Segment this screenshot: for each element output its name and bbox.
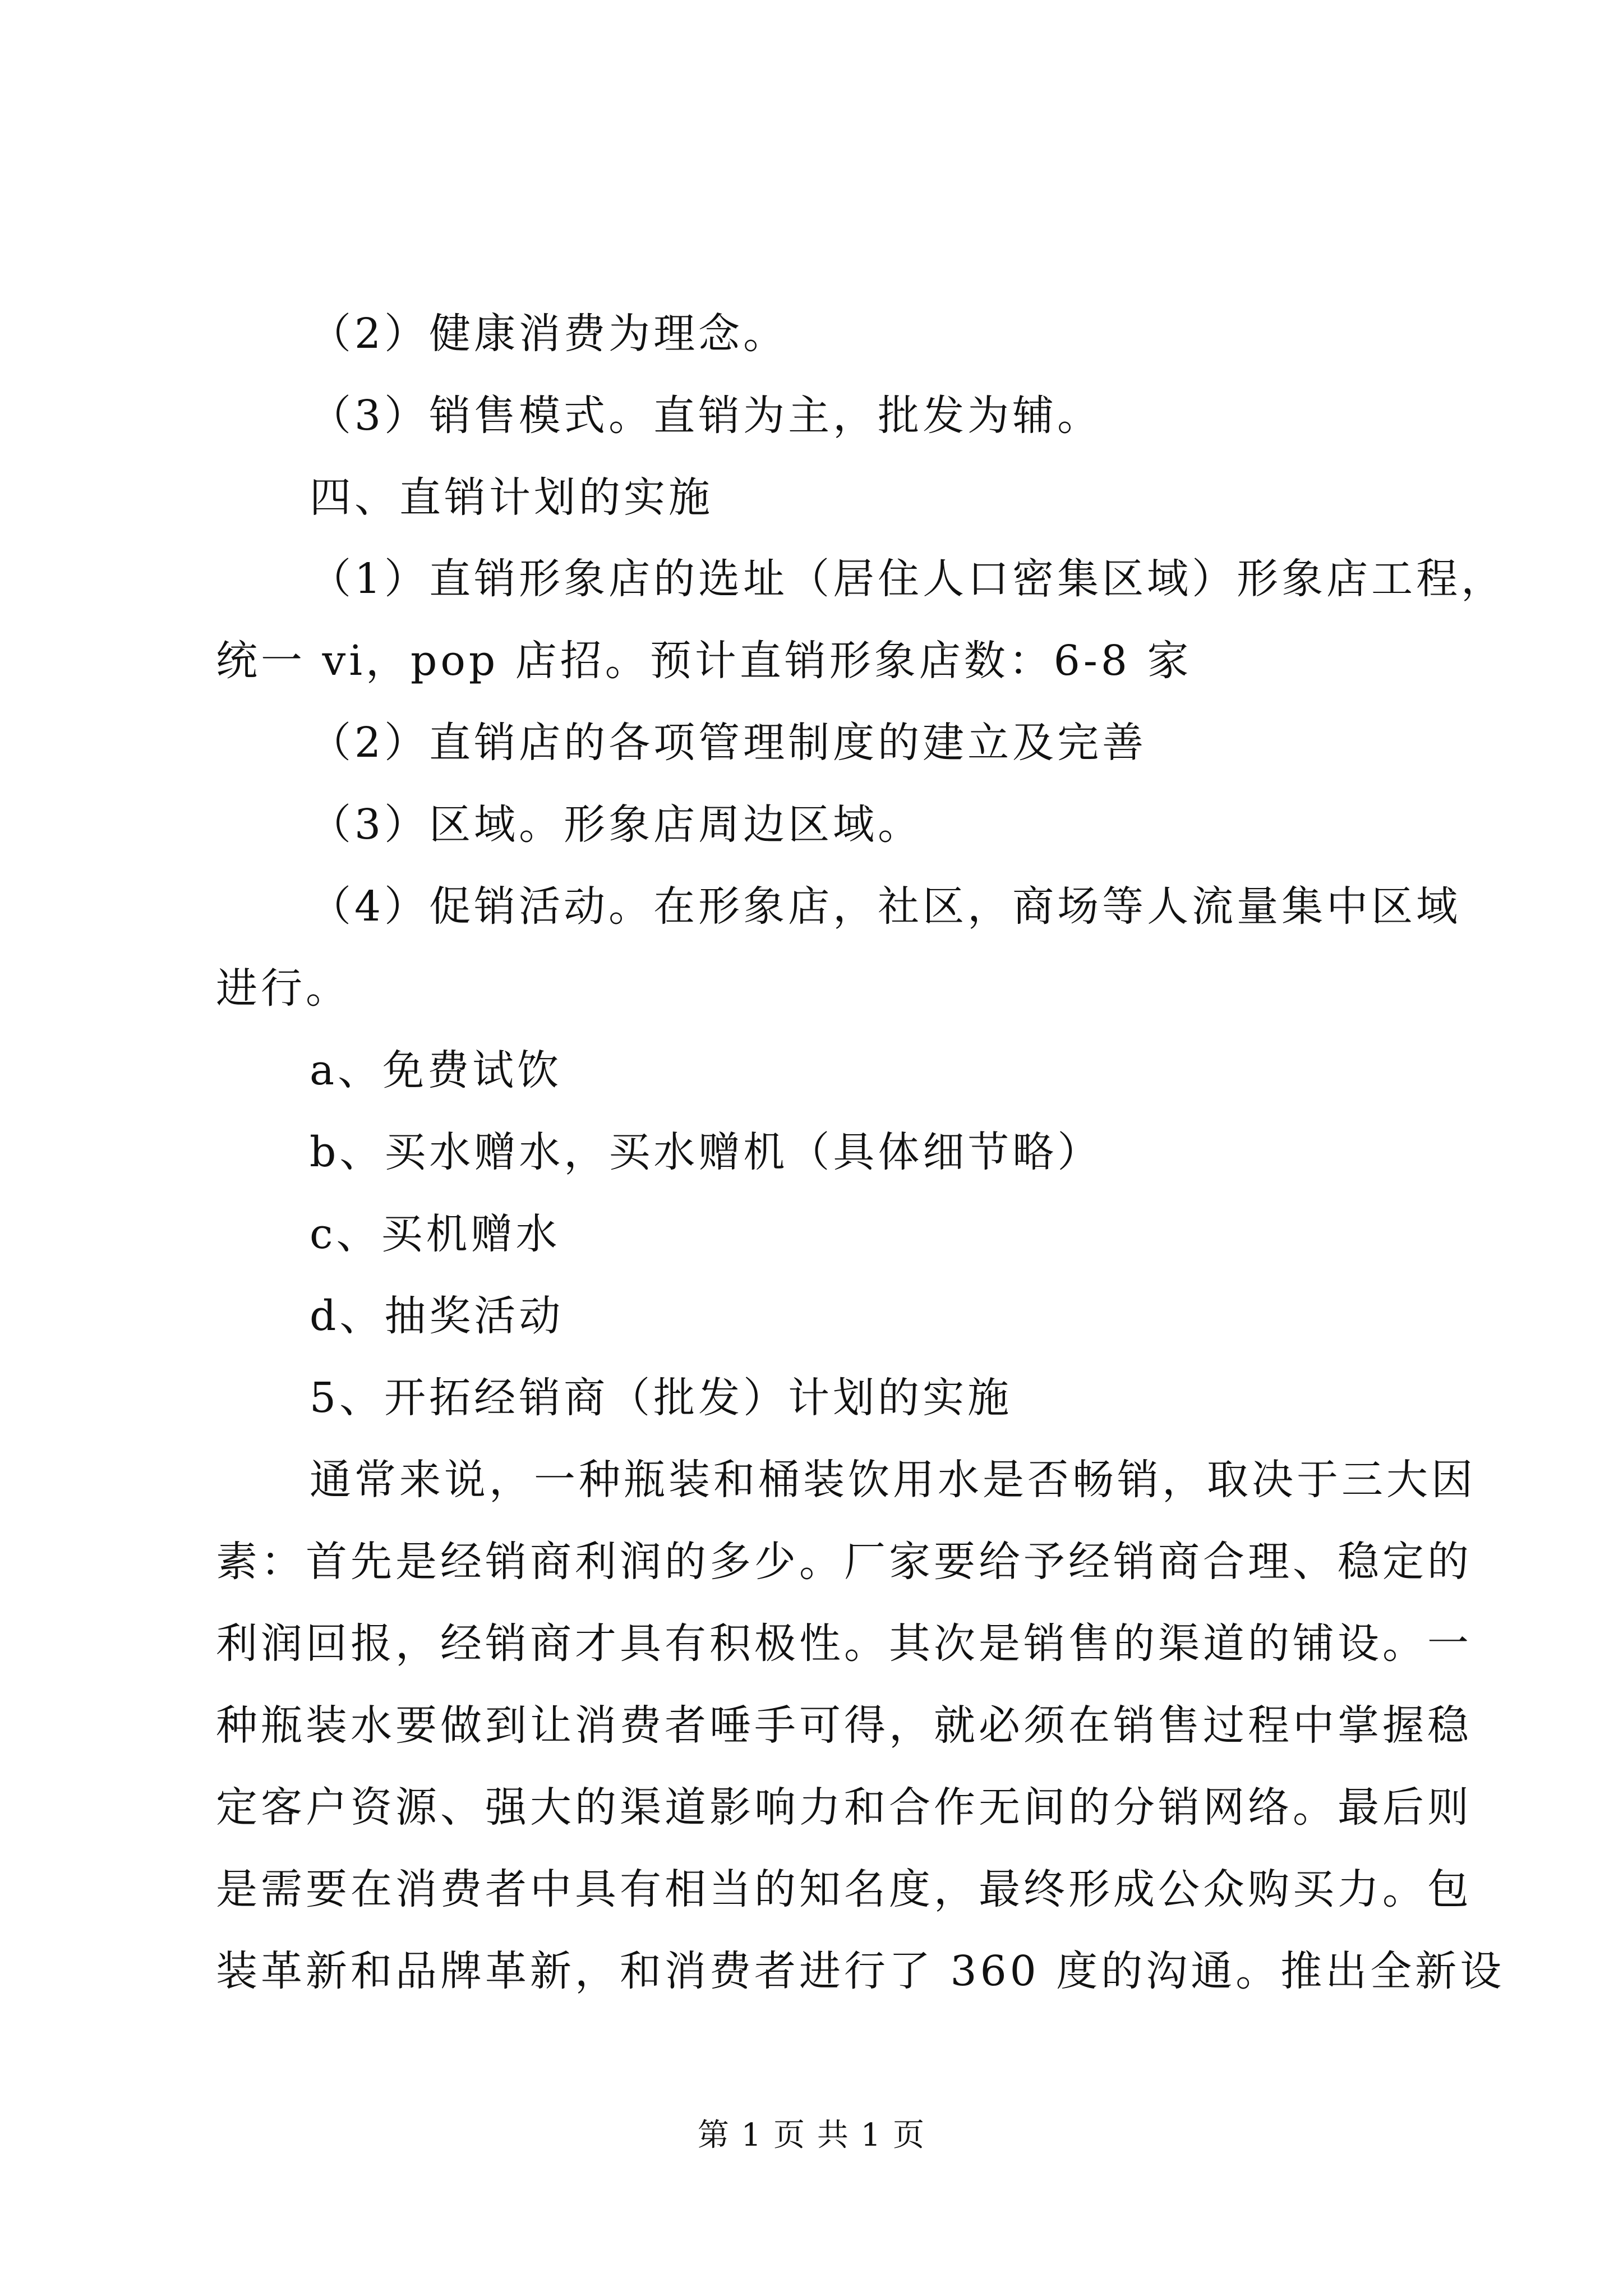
list-item: b、买水赠水，买水赠机（具体细节略） [310, 1128, 1103, 1176]
paragraph-line: 利润回报，经销商才具有积极性。其次是销售的渠道的铺设。一 [216, 1619, 1472, 1668]
paragraph-line: （2）健康消费为理念。 [310, 310, 789, 358]
list-item: d、抽奖活动 [310, 1292, 564, 1340]
section-heading: 5、开拓经销商（批发）计划的实施 [310, 1374, 1013, 1422]
list-item: a、免费试饮 [310, 1046, 562, 1094]
list-item: c、买机赠水 [310, 1210, 561, 1258]
paragraph-line: 是需要在消费者中具有相当的知名度，最终形成公众购买力。包 [216, 1865, 1472, 1913]
page-footer: 第 1 页 共 1 页 [697, 2117, 926, 2154]
paragraph-line: （2）直销店的各项管理制度的建立及完善 [310, 719, 1147, 767]
paragraph-line: （1）直销形象店的选址（居住人口密集区域）形象店工程， [310, 555, 1506, 603]
paragraph-line: 素：首先是经销商利润的多少。厂家要给予经销商合理、稳定的 [216, 1538, 1472, 1586]
paragraph-line: 种瓶装水要做到让消费者唾手可得，就必须在销售过程中掌握稳 [216, 1701, 1472, 1750]
paragraph-line: 进行。 [216, 964, 351, 1013]
paragraph-line: （3）区域。形象店周边区域。 [310, 800, 923, 849]
paragraph-line: （3）销售模式。直销为主，批发为辅。 [310, 392, 1103, 440]
paragraph-line: 装革新和品牌革新，和消费者进行了 360 度的沟通。推出全新设 [216, 1947, 1505, 1995]
section-heading: 四、直销计划的实施 [310, 473, 713, 522]
paragraph-line: 通常来说，一种瓶装和桶装饮用水是否畅销，取决于三大因 [310, 1456, 1476, 1504]
paragraph-line: 定客户资源、强大的渠道影响力和合作无间的分销网络。最后则 [216, 1783, 1472, 1832]
paragraph-line: （4）促销活动。在形象店，社区，商场等人流量集中区域 [310, 882, 1461, 931]
paragraph-line: 统一 vi，pop 店招。预计直销形象店数：6-8 家 [216, 637, 1192, 685]
